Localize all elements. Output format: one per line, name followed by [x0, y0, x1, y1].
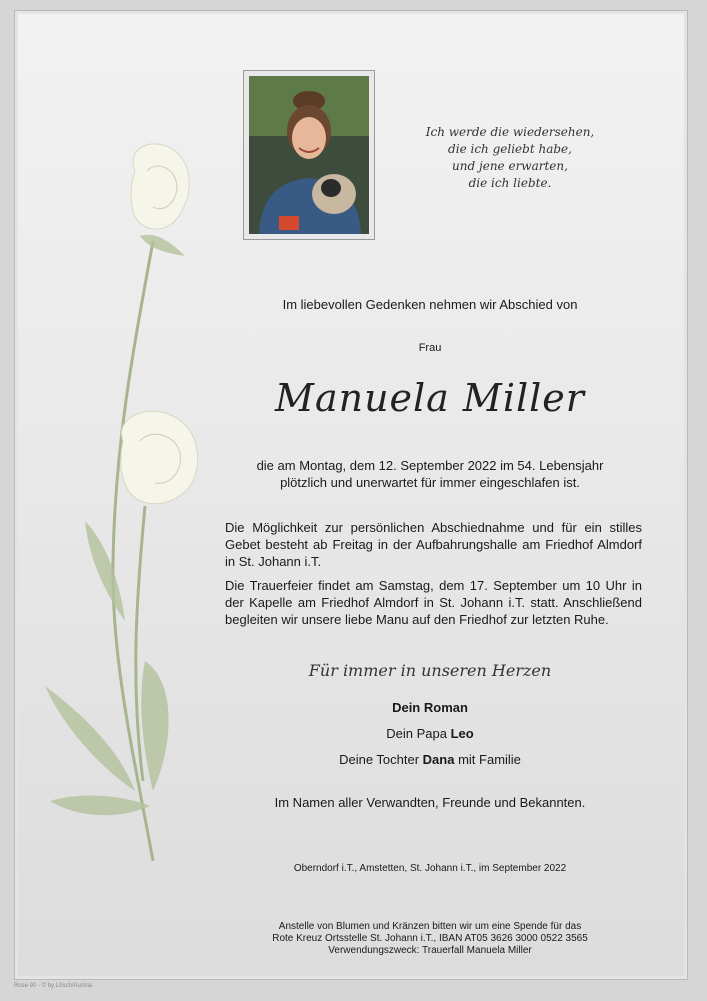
family-line-papa: [215, 726, 645, 741]
portrait-photo-frame: [243, 70, 375, 240]
death-notice: [215, 457, 645, 491]
rose-lower: [121, 411, 198, 503]
death-notice-line: die am Montag, dem 12. September 2022 im 54. Lebensjahr: [256, 458, 604, 473]
family-line-daughter: [215, 752, 645, 767]
donation-note: [215, 921, 645, 957]
relatives-line: Im Namen aller Verwandten, Freunde und Bekannten.: [274, 795, 586, 810]
quote-line: und jene erwarten,: [452, 159, 568, 173]
place-and-date: Oberndorf i.T., Amstetten, St. Johann i.T., im September 2022: [293, 863, 567, 874]
design-credit: Rose 90 - © by Lösch/Austria: [14, 983, 93, 989]
family-line-roman: Dein Roman: [392, 700, 468, 715]
rose-upper: [131, 144, 189, 229]
donation-line: Rote Kreuz Ortsstelle St. Johann i.T., IBAN AT05 3626 3000 0522 3565: [272, 933, 588, 944]
family-name: Dana: [422, 752, 455, 767]
obituary-card: [14, 10, 688, 980]
portrait-photo-illustration: [249, 76, 369, 234]
donation-line: Anstelle von Blumen und Kränzen bitten wir um eine Spende für das: [278, 921, 582, 932]
funeral-paragraph: Die Trauerfeier findet am Samstag, dem 17. September um 10 Uhr in der Kapelle am Friedhof Almdorf in St. Johann i.T. statt. Anschließend begleiten wir unsere liebe Manu auf den Friedhof zur letzten Ruhe.: [225, 578, 642, 627]
salutation: Frau: [418, 342, 442, 354]
white-roses-illustration: [25, 141, 225, 901]
deceased-name: Manuela Miller: [275, 376, 585, 420]
quote-line: die ich geliebt habe,: [448, 142, 572, 156]
family-relation: Dein Papa: [386, 726, 451, 741]
viewing-paragraph: Die Möglichkeit zur persönlichen Abschiednahme und für ein stilles Gebet besteht ab Freitag in der Aufbahrungshalle am Friedhof Almdorf in St. Johann i.T.: [225, 520, 642, 569]
family-suffix: mit Familie: [454, 752, 521, 767]
quote-line: Ich werde die wiedersehen,: [425, 125, 595, 139]
intro-text: Im liebevollen Gedenken nehmen wir Abschied von: [282, 297, 578, 312]
portrait-photo: [249, 76, 369, 234]
family-relation: Deine Tochter: [339, 752, 423, 767]
death-notice-line: plötzlich und unerwartet für immer eingeschlafen ist.: [280, 475, 580, 490]
memorial-quote: [400, 124, 620, 192]
forever-in-hearts: Für immer in unseren Herzen: [308, 661, 552, 680]
quote-line: die ich liebte.: [468, 176, 552, 190]
family-name: Leo: [450, 726, 474, 741]
donation-line: Verwendungszweck: Trauerfall Manuela Miller: [328, 945, 532, 956]
